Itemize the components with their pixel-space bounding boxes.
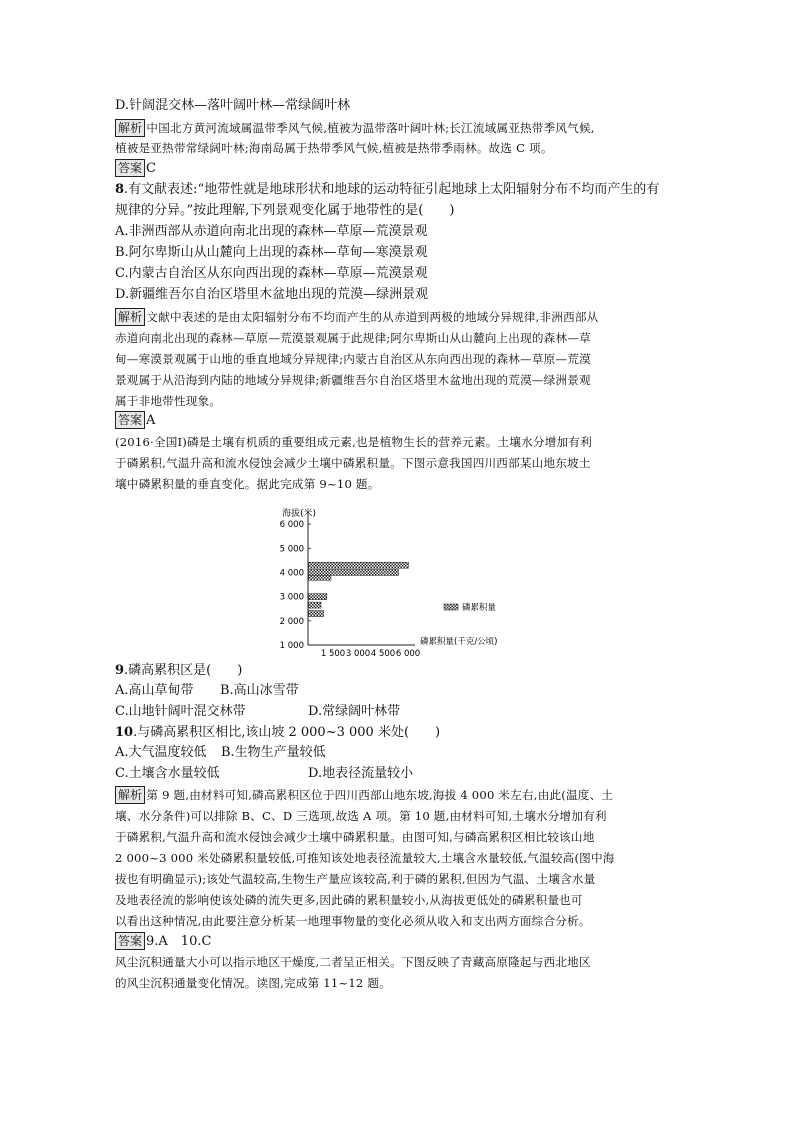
legend-label: 磷累积量 (462, 603, 497, 613)
q8-answer: 答案 A (115, 411, 155, 431)
bar (309, 562, 409, 568)
q8-option-c: C.内蒙古自治区从东向西出现的森林—草原—荒漠景观 (115, 266, 428, 281)
bar (309, 569, 399, 575)
q10-option-a: A.大气温度较低 (115, 745, 207, 760)
y-axis-label: 海拔(米) (282, 509, 317, 519)
jiexi-tag: 解析 (115, 786, 145, 804)
material-text: 壤中磷累积量的垂直变化。据此完成第 9~10 题。 (115, 477, 380, 491)
q10-explanation-line: 解析 第 9 题,由材料可知,磷高累积区位于四川西部山地东坡,海拔 4 000 米左右,由此(温度、土 (115, 785, 613, 805)
q8-explanation-line: 景观属于从沿海到内陆的地域分异规律;新疆维吾尔自治区塔里木盆地出现的荒漠—绿洲景观 (115, 373, 591, 387)
q10-option-d: D.地表径流量较小 (308, 766, 414, 781)
q8-stem: 8.有文献表述:“地带性就是地球形状和地球的运动特征引起地球上太阳辐射分布不均而产生的有 (115, 182, 660, 197)
q10-explanation-line: 壤、水分条件)可以排除 B、C、D 三选项,故选 A 项。第 10 题,由材料可知,土壤水分增加有利 (115, 809, 607, 823)
q7-option-d: D.针阔混交林—落叶阔叶林—常绿阔叶林 (115, 98, 351, 113)
q8-explanation-line: 甸—寒漠景观属于山地的垂直地域分异规律;内蒙古自治区从东向西出现的森林—草原—荒漠 (115, 352, 591, 366)
q10-explanation-line: 于磷累积,气温升高和流水侵蚀会减少土壤中磷累积量。由图可知,与磷高累积区相比较该山地 (115, 830, 595, 844)
q8-option-a: A.非洲西部从赤道向南北出现的森林—草原—荒漠景观 (115, 224, 428, 239)
bar (309, 611, 324, 617)
x-tick-label: 1 500 (320, 649, 346, 659)
q7-answer: 答案 C (115, 159, 156, 179)
q8-option-d: D.新疆维吾尔自治区塔里木盆地出现的荒漠—绿洲景观 (115, 287, 429, 302)
x-axis-label: 磷累积量(千克/公顷) (420, 637, 498, 647)
q10-options-row (115, 743, 326, 763)
bar (309, 602, 322, 608)
material2-text: 风尘沉积通量大小可以指示地区干燥度,二者呈正相关。下图反映了青藏高原隆起与西北地区 (115, 955, 591, 969)
q9-option-d: D.常绿阔叶林带 (308, 704, 401, 719)
answer-tag: 答案 (115, 159, 145, 177)
y-tick-label: 2 000 (279, 616, 304, 627)
q10-explanation-line: 及地表径流的影响使该处磷的流失更多,因此磷的累积量较小,从海拔更低处的磷累积量也可 (115, 893, 583, 907)
y-tick-label: 3 000 (279, 592, 304, 603)
q9-options-row (115, 681, 299, 701)
x-tick-label: 6 000 (395, 649, 421, 659)
y-tick-label: 6 000 (279, 520, 304, 531)
x-tick-label: 4 500 (370, 649, 396, 659)
q8-stem: 规律的分异。”按此理解,下列景观变化属于地带性的是( ) (115, 203, 455, 218)
q10-answer: 答案 9.A 10.C (115, 932, 211, 952)
q8-explanation-line: 属于非地带性现象。 (115, 394, 222, 408)
y-tick-label: 1 000 (279, 641, 304, 651)
q10-option-b: B.生物生产量较低 (221, 745, 326, 760)
q9-option-b: B.高山冰雪带 (220, 683, 299, 698)
q8-explanation-line: 赤道向南北出现的森林—草原—荒漠景观属于此规律;阿尔卑斯山从山麓向上出现的森林—草 (115, 331, 591, 345)
q10-explanation-line: 拔也有明确显示);该处气温较高,生物生产量应该较高,利于磷的累积,但因为气温、土壤含水量 (115, 872, 596, 886)
q10-option-c: C.土壤含水量较低 (115, 766, 220, 781)
q7-explanation-line: 植被是亚热带常绿阔叶林;海南岛属于热带季风气候,植被是热带季雨林。故选 C 项。 (115, 141, 553, 155)
jiexi-tag: 解析 (115, 119, 145, 137)
q10-stem: 10.与磷高累积区相比,该山坡 2 000~3 000 米处( ) (115, 725, 441, 740)
jiexi-tag: 解析 (115, 308, 145, 326)
q9-option-c: C.山地针阔叶混交林带 (115, 704, 246, 719)
q10-explanation-line: 2 000~3 000 米处磷累积量较低,可推知该处地表径流量较大,土壤含水量较低,气温较高(图中海 (115, 851, 615, 865)
y-tick-label: 4 000 (279, 568, 304, 579)
q9-option-a: A.高山草甸带 (115, 683, 194, 698)
answer-tag: 答案 (115, 932, 145, 950)
x-tick-label: 3 000 (345, 649, 371, 659)
q10-explanation-line: 以看出这种情况,由此要注意分析某一地理事物量的变化必须从收入和支出两方面综合分析。 (115, 914, 591, 928)
phosphorus-chart (270, 505, 540, 660)
q7-explanation-line: 解析 中国北方黄河流域属温带季风气候,植被为温带落叶阔叶林;长江流域属亚热带季风气候, (115, 118, 595, 138)
q9-options-row (115, 702, 401, 722)
y-tick-label: 5 000 (279, 544, 304, 555)
material2-text: 的风尘沉积通量变化情况。读图,完成第 11~12 题。 (115, 976, 391, 990)
material-text: 于磷累积,气温升高和流水侵蚀会减少土壤中磷累积量。下图示意我国四川西部某山地东坡土 (115, 456, 591, 470)
answer-tag: 答案 (115, 411, 145, 429)
bar (309, 594, 327, 600)
q9-stem: 9.磷高累积区是( ) (115, 663, 243, 678)
q8-option-b: B.阿尔卑斯山从山麓向上出现的森林—草甸—寒漠景观 (115, 245, 428, 260)
q10-options-row (115, 764, 414, 784)
legend-swatch (444, 604, 458, 610)
q8-explanation-line: 解析 文献中表述的是由太阳辐射分布不均而产生的从赤道到两极的地域分异规律,非洲西部从 (115, 307, 598, 327)
material-text: (2016·全国Ⅰ)磷是土壤有机质的重要组成元素,也是植物生长的营养元素。土壤水分增加有利 (115, 435, 592, 449)
